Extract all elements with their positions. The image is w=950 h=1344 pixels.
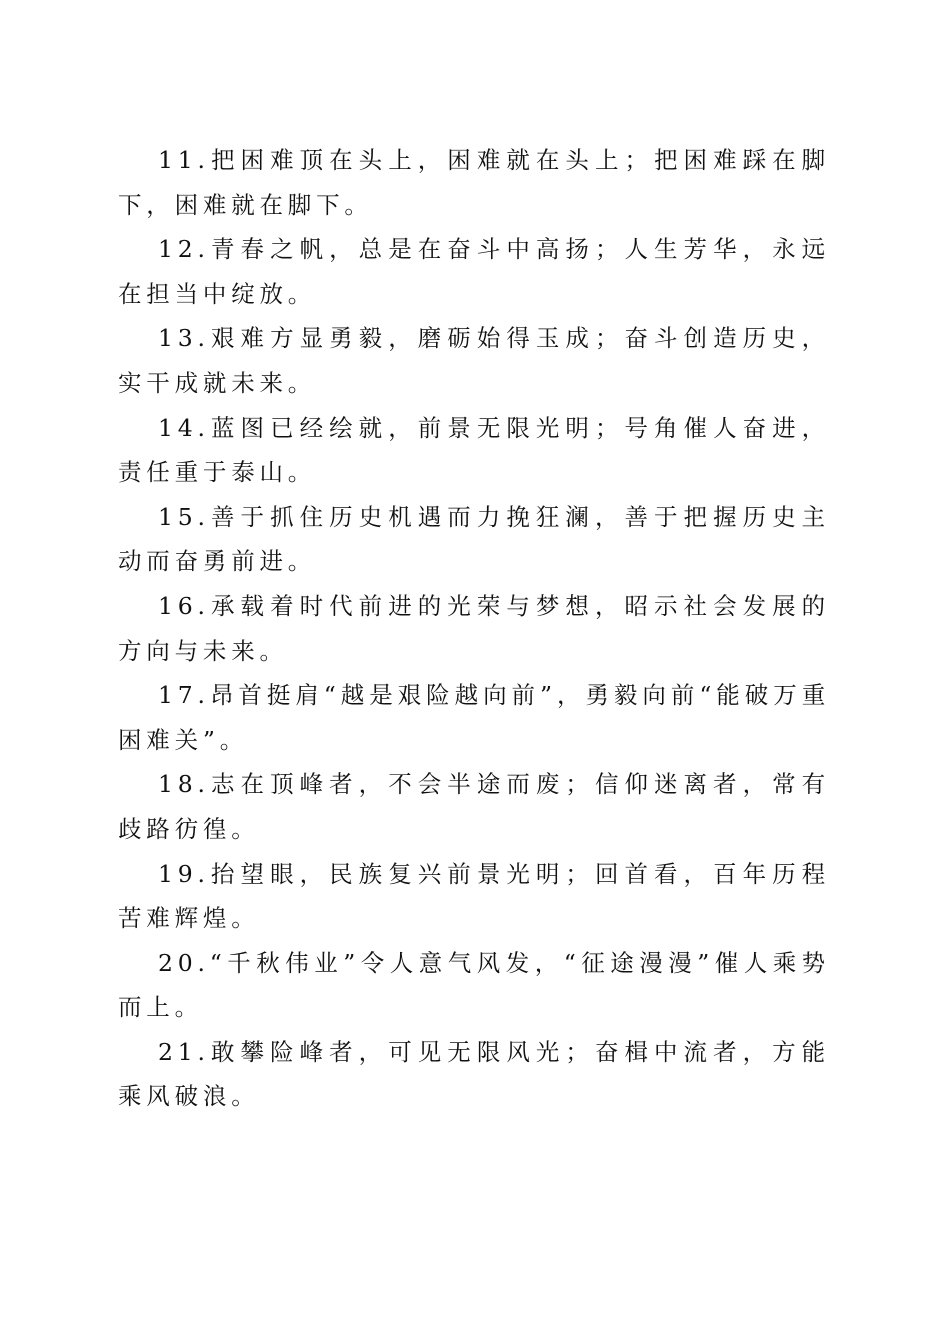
item-number: 19. — [158, 859, 210, 888]
item-text: 把困难顶在头上，困难就在头上；把困难踩在脚下，困难就在脚下。 — [118, 146, 830, 219]
document-body — [118, 138, 830, 1119]
item-number: 11. — [158, 146, 210, 174]
item-text: 青春之帆，总是在奋斗中高扬；人生芳华，永远在担当中绽放。 — [118, 235, 830, 308]
list-item — [118, 852, 830, 941]
item-text: 承载着时代前进的光荣与梦想，昭示社会发展的方向与未来。 — [118, 591, 830, 665]
list-item — [118, 584, 830, 673]
item-text: 抬望眼，民族复兴前景光明；回首看，百年历程苦难辉煌。 — [118, 859, 830, 933]
item-number: 13. — [158, 324, 210, 353]
list-item — [118, 1030, 830, 1119]
item-number: 18. — [158, 770, 210, 799]
item-text: 昂首挺肩“越是艰险越向前”，勇毅向前“能破万重困难关”。 — [118, 681, 830, 754]
list-item — [118, 138, 830, 227]
list-item — [118, 316, 830, 405]
item-number: 14. — [158, 413, 210, 442]
item-number: 21. — [158, 1037, 210, 1066]
item-number: 20. — [158, 948, 210, 977]
list-item — [118, 227, 830, 316]
item-number: 17. — [158, 681, 210, 710]
list-item — [118, 495, 830, 584]
item-number: 12. — [158, 235, 210, 264]
item-text: 蓝图已经绘就，前景无限光明；号角催人奋进，责任重于泰山。 — [118, 413, 830, 487]
list-item — [118, 762, 830, 851]
list-item — [118, 673, 830, 762]
list-item — [118, 406, 830, 495]
item-text: 艰难方显勇毅，磨砺始得玉成；奋斗创造历史，实干成就未来。 — [118, 324, 830, 397]
item-number: 16. — [158, 591, 210, 620]
item-text: “千秋伟业”令人意气风发，“征途漫漫”催人乘势而上。 — [118, 948, 830, 1022]
list-item — [118, 941, 830, 1030]
item-text: 善于抓住历史机遇而力挽狂澜，善于把握历史主动而奋勇前进。 — [118, 502, 830, 576]
item-number: 15. — [158, 502, 210, 531]
item-text: 志在顶峰者，不会半途而废；信仰迷离者，常有歧路彷徨。 — [118, 770, 830, 843]
item-text: 敢攀险峰者，可见无限风光；奋楫中流者，方能乘风破浪。 — [118, 1037, 830, 1111]
